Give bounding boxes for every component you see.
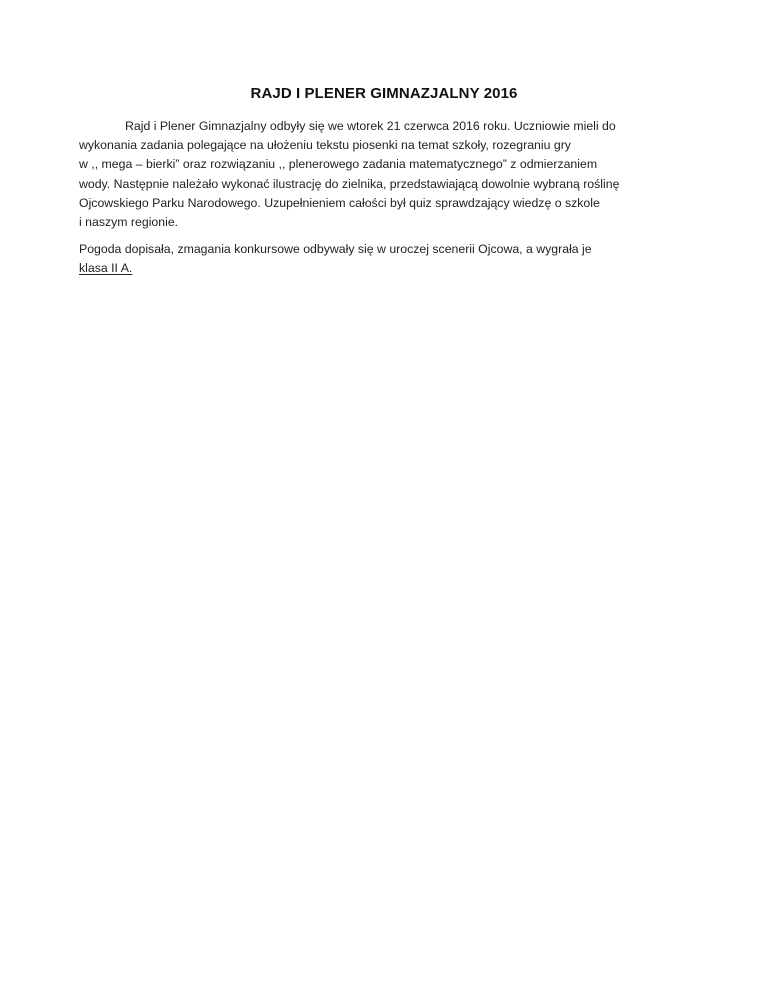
paragraph-1-line-5: Ojcowskiego Parku Narodowego. Uzupełnieniem całości był quiz sprawdzający wiedzę o szkole — [79, 195, 600, 210]
paragraph-1-line-1: Rajd i Plener Gimnazjalny odbyły się we wtorek 21 czerwca 2016 roku. Uczniowie mieli do — [125, 119, 616, 133]
winner-class-text: klasa II A. — [79, 261, 133, 276]
paragraph-2 — [79, 240, 699, 278]
paragraph-1-line-4: wody. Następnie należało wykonać ilustrację do zielnika, przedstawiającą dowolnie wybraną roślinę — [79, 176, 620, 191]
paragraph-1 — [79, 117, 699, 232]
paragraph-1-line-6: i naszym regionie. — [79, 215, 179, 230]
paragraph-1-line-2: wykonania zadania polegające na ułożeniu tekstu piosenki na temat szkoły, rozegraniu gry — [79, 138, 571, 153]
paragraph-1-line-3: w ,, mega – bierki” oraz rozwiązaniu ,, plenerowego zadania matematycznego” z odmierzaniem — [79, 157, 598, 172]
document-title: RAJD I PLENER GIMNAZJALNY 2016 — [250, 85, 518, 102]
paragraph-2-line-1: Pogoda dopisała, zmagania konkursowe odbywały się w uroczej scenerii Ojcowa, a wygrała je — [79, 242, 592, 256]
